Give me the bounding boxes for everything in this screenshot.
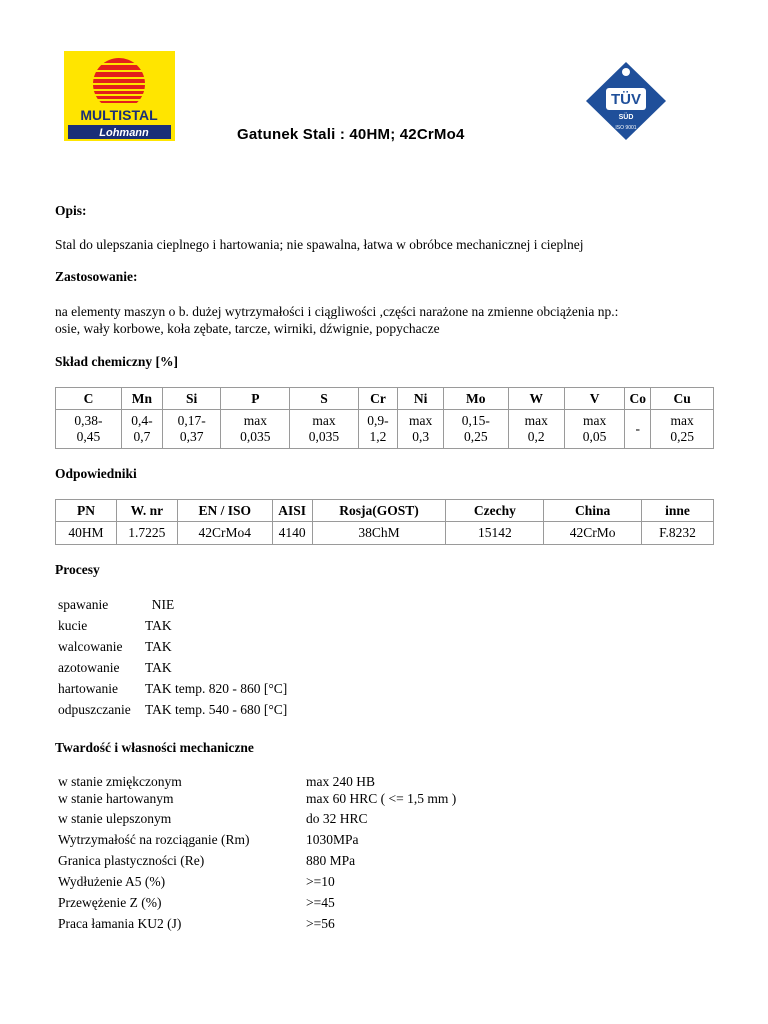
- table-cell: 0,9- 1,2: [358, 410, 398, 449]
- chemical-composition-table: [55, 387, 714, 449]
- list-item: w stanie hartowanym max 60 HRC ( <= 1,5 mm ): [58, 791, 457, 806]
- list-item: Wytrzymałość na rozciąganie (Rm) 1030MPa: [58, 832, 359, 847]
- col-header: V: [564, 388, 625, 410]
- table-cell: -: [625, 410, 651, 449]
- svg-text:ISO 9001: ISO 9001: [615, 125, 637, 131]
- zastosowanie-text-line2: osie, wały korbowe, koła zębate, tarcze, wirniki, dźwignie, popychacze: [55, 321, 440, 336]
- col-header: W. nr: [116, 500, 177, 522]
- table-cell: 4140: [272, 522, 312, 545]
- equivalents-header-row: [56, 500, 714, 522]
- opis-heading: Opis:: [55, 203, 87, 218]
- table-cell: max 0,25: [651, 410, 714, 449]
- table-cell: 40HM: [56, 522, 117, 545]
- table-cell: max 0,3: [398, 410, 443, 449]
- svg-text:TÜV: TÜV: [611, 91, 641, 108]
- list-item: hartowanie TAK temp. 820 - 860 [°C]: [58, 681, 288, 696]
- table-cell: 0,4- 0,7: [121, 410, 162, 449]
- list-item: Przewężenie Z (%) >=45: [58, 895, 335, 910]
- table-cell: 0,15- 0,25: [443, 410, 508, 449]
- list-item: walcowanie TAK: [58, 639, 172, 654]
- col-header: inne: [642, 500, 714, 522]
- processes-list: [58, 596, 287, 722]
- col-header: P: [221, 388, 290, 410]
- list-item: Granica plastyczności (Re) 880 MPa: [58, 853, 356, 868]
- equivalents-table: [55, 499, 714, 545]
- multistal-logo: [64, 51, 175, 141]
- zastosowanie-heading: Zastosowanie:: [55, 269, 138, 284]
- col-header: W: [508, 388, 564, 410]
- table-cell: F.8232: [642, 522, 714, 545]
- svg-text:SÜD: SÜD: [618, 114, 634, 121]
- col-header: Cr: [358, 388, 398, 410]
- opis-text: Stal do ulepszania cieplnego i hartowania; nie spawalna, łatwa w obróbce mechanicznej i cieplnej: [55, 237, 584, 252]
- chemical-value-row: [56, 410, 714, 449]
- col-header: Cu: [651, 388, 714, 410]
- table-cell: 0,38- 0,45: [56, 410, 122, 449]
- list-item: w stanie ulepszonym do 32 HRC: [58, 811, 368, 826]
- list-item: Wydłużenie A5 (%) >=10: [58, 874, 335, 889]
- tuv-certificate-logo: [586, 62, 666, 140]
- list-item: odpuszczanie TAK temp. 540 - 680 [°C]: [58, 702, 288, 717]
- document-title: Gatunek Stali : 40HM; 42CrMo4: [237, 126, 465, 143]
- svg-text:Lohmann: Lohmann: [99, 127, 149, 139]
- col-header: Mo: [443, 388, 508, 410]
- zastosowanie-text-line1: na elementy maszyn o b. dużej wytrzymałości i ciągliwości ,części narażone na zmienne obciążenia np.:: [55, 304, 619, 319]
- table-cell: 15142: [446, 522, 544, 545]
- list-item: kucie TAK: [58, 618, 172, 633]
- processes-heading: Procesy: [55, 562, 100, 577]
- list-item: Praca łamania KU2 (J) >=56: [58, 916, 335, 931]
- table-cell: max 0,2: [508, 410, 564, 449]
- col-header: AISI: [272, 500, 312, 522]
- chemical-composition-heading: Skład chemiczny [%]: [55, 354, 178, 369]
- list-item: spawanie NIE: [58, 597, 175, 612]
- col-header: Rosja(GOST): [312, 500, 446, 522]
- col-header: Mn: [121, 388, 162, 410]
- mechanical-properties-list: [58, 774, 456, 937]
- table-cell: 42CrMo: [544, 522, 642, 545]
- mechanical-properties-heading: Twardość i własności mechaniczne: [55, 740, 254, 755]
- col-header: Co: [625, 388, 651, 410]
- col-header: Si: [162, 388, 220, 410]
- equivalents-value-row: [56, 522, 714, 545]
- table-cell: max 0,05: [564, 410, 625, 449]
- table-cell: 42CrMo4: [177, 522, 272, 545]
- list-item: azotowanie TAK: [58, 660, 172, 675]
- table-cell: 38ChM: [312, 522, 446, 545]
- col-header: S: [290, 388, 358, 410]
- table-cell: 0,17- 0,37: [162, 410, 220, 449]
- svg-text:MULTISTAL: MULTISTAL: [80, 107, 158, 123]
- list-item: w stanie zmiękczonym max 240 HB: [58, 774, 375, 789]
- col-header: EN / ISO: [177, 500, 272, 522]
- col-header: C: [56, 388, 122, 410]
- col-header: China: [544, 500, 642, 522]
- table-cell: 1.7225: [116, 522, 177, 545]
- table-cell: max 0,035: [290, 410, 358, 449]
- col-header: Czechy: [446, 500, 544, 522]
- table-cell: max 0,035: [221, 410, 290, 449]
- chemical-header-row: [56, 388, 714, 410]
- equivalents-heading: Odpowiedniki: [55, 466, 137, 481]
- col-header: Ni: [398, 388, 443, 410]
- col-header: PN: [56, 500, 117, 522]
